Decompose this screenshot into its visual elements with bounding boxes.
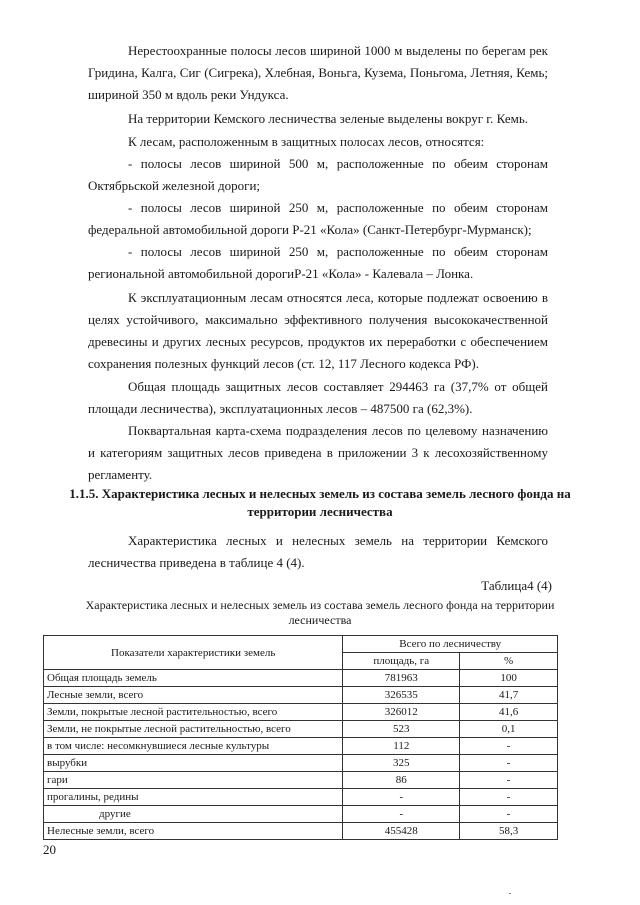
table-row [44,755,558,772]
row-label: в том числе: несомкнувшиеся лесные культуры [44,738,343,755]
row-percent: - [460,738,558,755]
row-percent: 41,6 [460,704,558,721]
paragraph-map-reference: Поквартальная карта-схема подразделения лесов по целевому назначению и категориям защитных лесов приведена в приложении 3 к лесохозяйственному регламенту. [88,423,548,482]
header-percent: % [460,653,558,670]
row-area: 325 [343,755,460,772]
table-row [44,721,558,738]
header-indicator: Показатели характеристики земель [44,636,343,670]
row-label: прогалины, редины [44,789,343,806]
row-area: 86 [343,772,460,789]
row-label: Лесные земли, всего [44,687,343,704]
paragraph-exploitation-forests: К эксплуатационным лесам относятся леса, которые подлежат освоению в целях устойчивого, максимально эффективного получения высококачественной древесины и других лесных ресурсов, продуктов их переработки с обеспечением сохранения полезных функций лесов (ст. 12, 117 Лесного кодекса РФ). [88,290,548,371]
row-percent: 58,3 [460,823,558,840]
row-percent: - [460,806,558,823]
table-row [44,772,558,789]
paragraph-protective-strips-intro: К лесам, расположенным в защитных полосах лесов, относятся: [128,134,485,149]
row-area: 326535 [343,687,460,704]
table-row [44,704,558,721]
table-row [44,789,558,806]
row-percent: 41,7 [460,687,558,704]
table-row [44,670,558,687]
row-area: 523 [343,721,460,738]
paragraph-regional-road-strip: - полосы лесов шириной 250 м, расположенные по обеим сторонам региональной автомобильной дорогиР-21 «Кола» - Калевала – Лонка. [88,244,548,281]
header-total-forestry: Всего по лесничеству [343,636,558,653]
row-label: Общая площадь земель [44,670,343,687]
row-label: Нелесные земли, всего [44,823,343,840]
table-row [44,823,558,840]
row-percent: - [460,755,558,772]
paragraph-green-zones: На территории Кемского лесничества зеленые выделены вокруг г. Кемь. [128,111,529,126]
row-area: - [343,806,460,823]
row-area: 781963 [343,670,460,687]
row-percent: 0,1 [460,721,558,738]
row-label: вырубки [44,755,343,772]
scan-artifact [509,893,511,894]
table-row [44,806,558,823]
row-area: 112 [343,738,460,755]
table-label: Таблица4 (4) [481,578,552,593]
table-caption: Характеристика лесных и нелесных земель из состава земель лесного фонда на территории лесничества [85,598,555,627]
row-label: гари [44,772,343,789]
table-row [44,738,558,755]
land-characteristics-table [43,635,558,840]
paragraph-total-area: Общая площадь защитных лесов составляет 294463 га (37,7% от общей площади лесничества), эксплуатационных лесов – 487500 га (62,3%). [88,379,548,416]
row-percent: 100 [460,670,558,687]
row-area: - [343,789,460,806]
row-label: другие [44,806,343,823]
section-heading: 1.1.5. Характеристика лесных и нелесных земель из состава земель лесного фонда на территории лесничества [69,486,571,519]
row-label: Земли, покрытые лесной растительностью, всего [44,704,343,721]
paragraph-spawning-protection: Нерестоохранные полосы лесов шириной 1000 м выделены по берегам рек Гридина, Калга, Сиг (Сигрека), Хлебная, Воньга, Кузема, Поньгома, Летняя, Кемь; шириной 350 м вдоль реки Ундукса. [88,43,548,102]
paragraph-railway-strip: - полосы лесов шириной 500 м, расположенные по обеим сторонам Октябрьской железной дороги; [88,156,548,193]
page-number: 20 [43,842,56,857]
row-area: 326012 [343,704,460,721]
row-percent: - [460,789,558,806]
section-intro: Характеристика лесных и нелесных земель на территории Кемского лесничества приведена в таблице 4 (4). [88,533,548,570]
header-area: площадь, га [343,653,460,670]
table-row [44,687,558,704]
row-label: Земли, не покрытые лесной растительностью, всего [44,721,343,738]
row-area: 455428 [343,823,460,840]
row-percent: - [460,772,558,789]
paragraph-federal-road-strip: - полосы лесов шириной 250 м, расположенные по обеим сторонам федеральной автомобильной дороги Р-21 «Кола» (Санкт-Петербург-Мурманск); [88,200,548,237]
